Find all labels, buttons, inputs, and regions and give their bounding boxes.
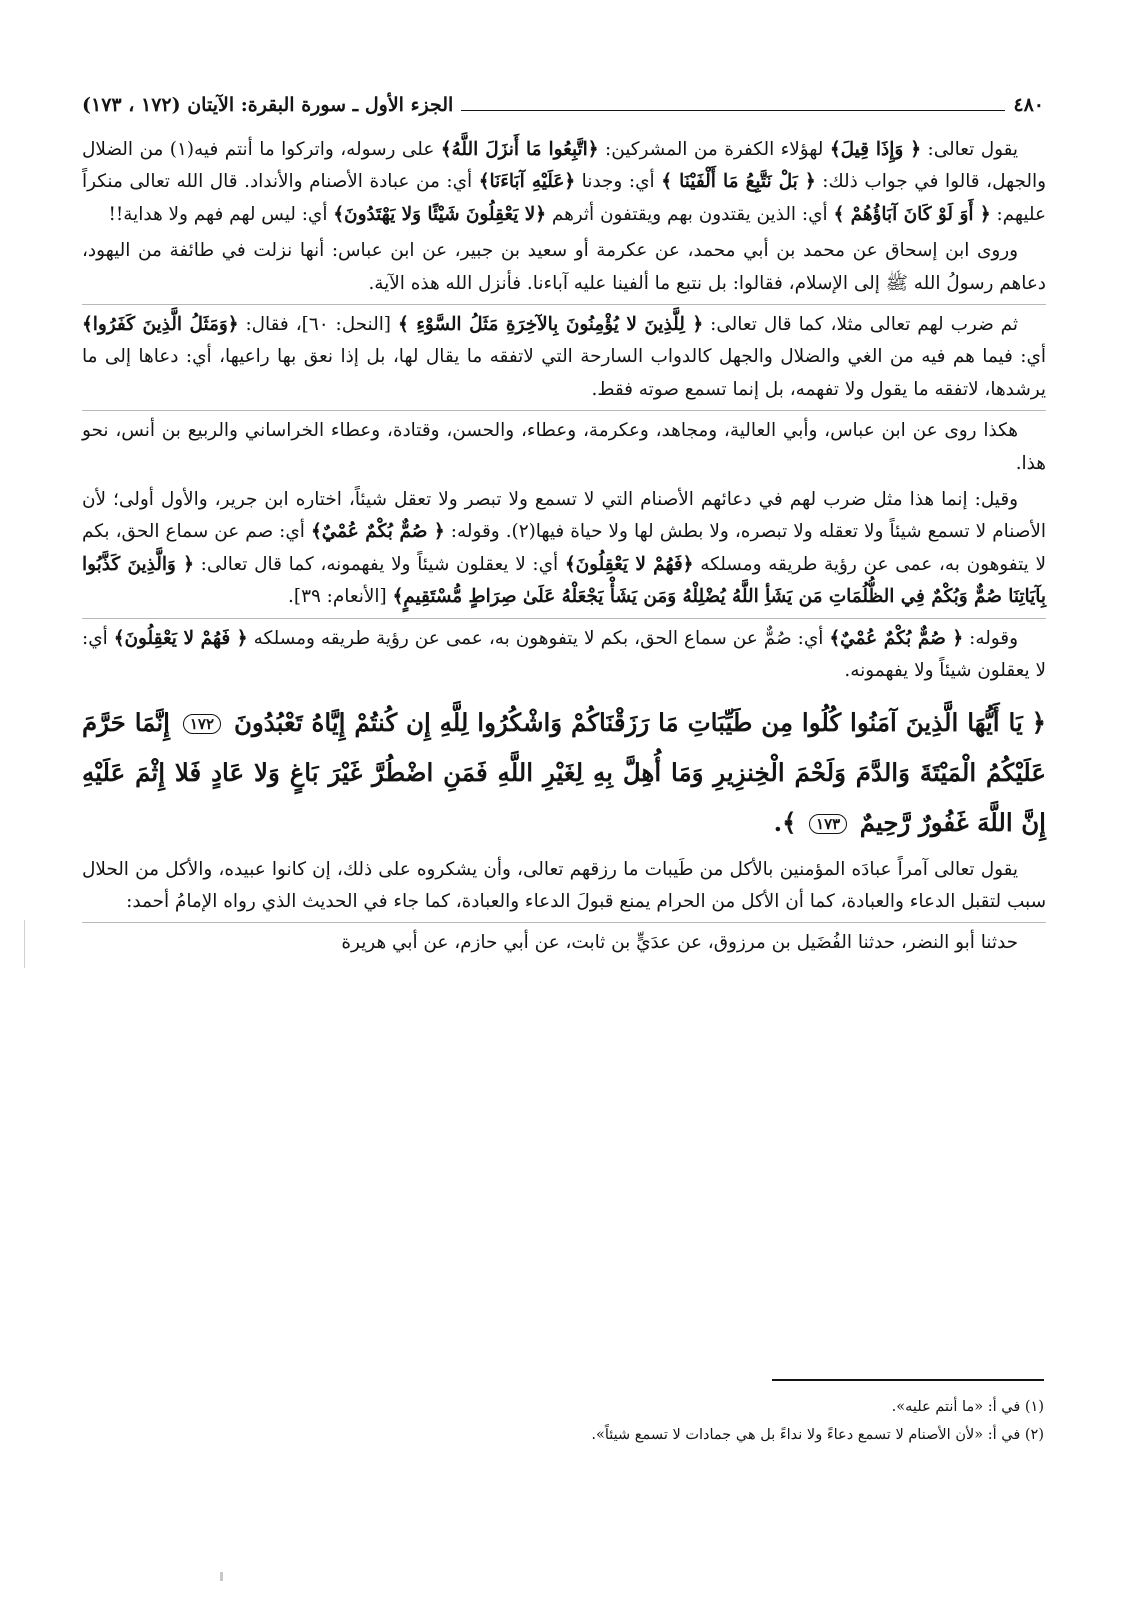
paragraphs-after-verse — [82, 854, 1046, 960]
verse-part-1: ﴿ يَا أَيُّهَا الَّذِينَ آمَنُوا كُلُوا مِن طَيِّبَاتِ مَا رَزَقْنَاكُمْ وَاشْكُرُوا لِلَّهِ إِن كُنتُمْ إِيَّاهُ تَعْبُدُونَ — [233, 707, 1047, 737]
quran-quote: ﴿عَلَيْهِ آبَاءَنَا﴾ — [478, 171, 576, 193]
quran-quote: ﴿ فَهُمْ لا يَعْقِلُونَ﴾ — [113, 627, 248, 649]
footnote-1: (١) في أ: «ما أنتم عليه». — [891, 1399, 1044, 1415]
quran-quote: ﴿ لِلَّذِينَ لا يُؤْمِنُونَ بِالآخِرَةِ مَثَلُ السَّوْءِ ﴾ — [397, 314, 704, 336]
footnote-2: (٢) في أ: «لأن الأصنام لا تسمع دعاءً ولا نداءً بل هي جمادات لا تسمع شيئاً». — [591, 1427, 1044, 1443]
text-run: حدثنا أبو النضر، حدثنا الفُضَيل بن مرزوق، عن عدَيٍّ بن ثابت، عن أبي حازم، عن أبي هريرة — [341, 932, 1018, 954]
quran-quote: ﴿ وَإِذَا قِيلَ﴾ — [829, 139, 922, 160]
paragraph — [82, 618, 1046, 688]
text-run: وقيل: إنما هذا مثل ضرب لهم في دعائهم الأصنام التي لا تسمع ولا تبصر ولا تعقل شيئاً، اختاره ابن جرير، والأول أولى؛ لأن الأصنام لا تسمع شيئاً ولا تعقله ولا تبصره، ولا بطش لها ولا حياة فيها(٢). وقوله: — [82, 489, 1046, 543]
body-text — [82, 134, 1046, 964]
ayah-number-173: ١٧٣ — [809, 814, 847, 834]
text-run: أي: من عبادة الأصنام والأنداد. قال الله تعالى منكراً عليهم: — [82, 171, 1046, 225]
paragraph — [82, 922, 1046, 959]
header-title: الجزء الأول ـ سورة البقرة: الآيتان (١٧٢ ، ١٧٣) — [82, 94, 454, 116]
quran-quote: ﴿ صُمٌّ بُكْمٌ عُمْيٌ﴾ — [829, 627, 964, 649]
paragraph — [82, 410, 1046, 480]
text-run: أي: صم عن سماع الحق، بكم لا يتفوهون به، عمى عن رؤية طريقه ومسلكه — [82, 521, 1046, 575]
quran-quote: ﴿ وَالَّذِينَ كَذَّبُوا بِآيَاتِنَا صُمٌّ وَبُكْمٌ فِي الظُّلُمَاتِ مَن يَشَأِ اللَّهُ يُضْلِلْهُ وَمَن يَشَأْ يَجْعَلْهُ عَلَىٰ صِرَاطٍ مُّسْتَقِيمٍ﴾ — [82, 553, 1046, 608]
quran-quote: ﴿ صُمٌّ بُكْمٌ عُمْيٌ﴾ — [310, 521, 445, 543]
page-number: ٤٨٠ — [1013, 94, 1044, 116]
quran-quote: ﴿لا يَعْقِلُونَ شَيْئًا وَلا يَهْتَدُونَ﴾ — [333, 203, 546, 225]
quran-quote: ﴿فَهُمْ لا يَعْقِلُونَ﴾ — [564, 553, 694, 575]
footnote-separator — [772, 1379, 1044, 1381]
text-run: لهؤلاء الكفرة من المشركين: — [598, 139, 830, 160]
text-run: أي: وجدنا — [575, 171, 662, 193]
paragraphs-before-verse — [82, 134, 1046, 688]
quran-quote: ﴿ أَوَ لَوْ كَانَ آبَاؤُهُمْ ﴾ — [833, 203, 991, 225]
text-run: أي: لا يعقلون شيئاً ولا يفهمونه، كما قال تعالى: — [193, 553, 565, 575]
text-run: [النحل: ٦٠]، فقال: — [238, 314, 398, 336]
ayah-number-172: ١٧٢ — [183, 714, 221, 734]
text-run: أي: الذين يقتدون بهم ويقتفون أثرهم — [546, 203, 834, 225]
quran-quote: ﴿ بَلْ نَتَّبِعُ مَا أَلْفَيْنَا ﴾ — [661, 171, 816, 193]
scan-speck — [220, 1572, 223, 1581]
text-run: يقول تعالى آمراً عبادَه المؤمنين بالأكل من طَيبات ما رزقهم تعالى، وأن يشكروه على ذلك، إن كانوا عبيده، والأكل من الحلال سبب لتقبل الدعاء والعبادة، كما أن الأكل من الحرام يمنع قبولَ الدعاء والعبادة، كما جاء في الحديث الذي رواه الإمامُ أحمد: — [82, 858, 1046, 912]
header-rule — [461, 110, 1005, 111]
paragraph — [82, 484, 1046, 614]
text-run: أي: ليس لهم فهم ولا هداية!! — [108, 203, 334, 225]
text-run: هكذا روى عن ابن عباس، وأبي العالية، ومجاهد، وعكرمة، وعطاء، والحسن، وقتادة، وعطاء الخراساني والربيع بن أنس، نحو هذا. — [82, 420, 1046, 474]
paragraph — [82, 304, 1046, 406]
text-run: يقول تعالى: — [921, 139, 1019, 160]
text-run: على رسوله، واتركوا ما أنتم فيه(١) من الضلال والجهل، قالوا في جواب ذلك: — [82, 139, 1046, 193]
text-run: وقوله: — [963, 627, 1018, 649]
paragraph — [82, 134, 1046, 231]
text-run: أي: لا يعقلون شيئاً ولا يفهمونه. — [82, 627, 1046, 682]
quran-verse-block — [82, 698, 1046, 848]
running-header — [82, 88, 1044, 122]
verse-end: ﴾. — [773, 807, 797, 837]
footnotes — [82, 1393, 1044, 1449]
text-run: ثم ضرب لهم تعالى مثلا، كما قال تعالى: — [703, 314, 1019, 336]
paragraph — [82, 854, 1046, 919]
text-run: أي: صُمٌّ عن سماع الحق، بكم لا يتفوهون به، عمى عن رؤية طريقه ومسلكه — [247, 627, 830, 649]
verse-part-2: إِنَّمَا حَرَّمَ عَلَيْكُمُ الْمَيْتَةَ وَالدَّمَ وَلَحْمَ الْخِنزِيرِ وَمَا أُهِلَّ بِهِ لِغَيْرِ اللَّهِ فَمَنِ اضْطُرَّ غَيْرَ بَاغٍ وَلا عَادٍ فَلا إِثْمَ عَلَيْهِ إِنَّ اللَّهَ غَفُورٌ رَّحِيمٌ — [82, 707, 1046, 837]
text-run: أي: فيما هم فيه من الغي والضلال والجهل كالدواب السارحة التي لاتفقه ما يقال لها، بل إذا نعق بها راعيها، أي: دعاها إلى ما يرشدها، لاتفقه ما يقول ولا تفهمه، بل إنما تسمع صوته فقط. — [82, 346, 1046, 400]
quran-quote: ﴿وَمَثَلُ الَّذِينَ كَفَرُوا﴾ — [82, 314, 239, 336]
text-run: [الأنعام: ٣٩]. — [288, 586, 393, 608]
quran-quote: ﴿اتَّبِعُوا مَا أَنزَلَ اللَّهُ﴾ — [440, 139, 599, 160]
paragraph — [82, 235, 1046, 300]
scan-edge-mark — [24, 920, 25, 968]
text-run: وروى ابن إسحاق عن محمد بن أبي محمد، عن عكرمة أو سعيد بن جبير، عن ابن عباس: أنها نزلت في طائفة من اليهود، دعاهم رسولُ الله ﷺ إلى الإسلام، فقالوا: بل نتبع ما ألفينا عليه آباءنا. فأنزل الله هذه الآية. — [82, 240, 1046, 294]
